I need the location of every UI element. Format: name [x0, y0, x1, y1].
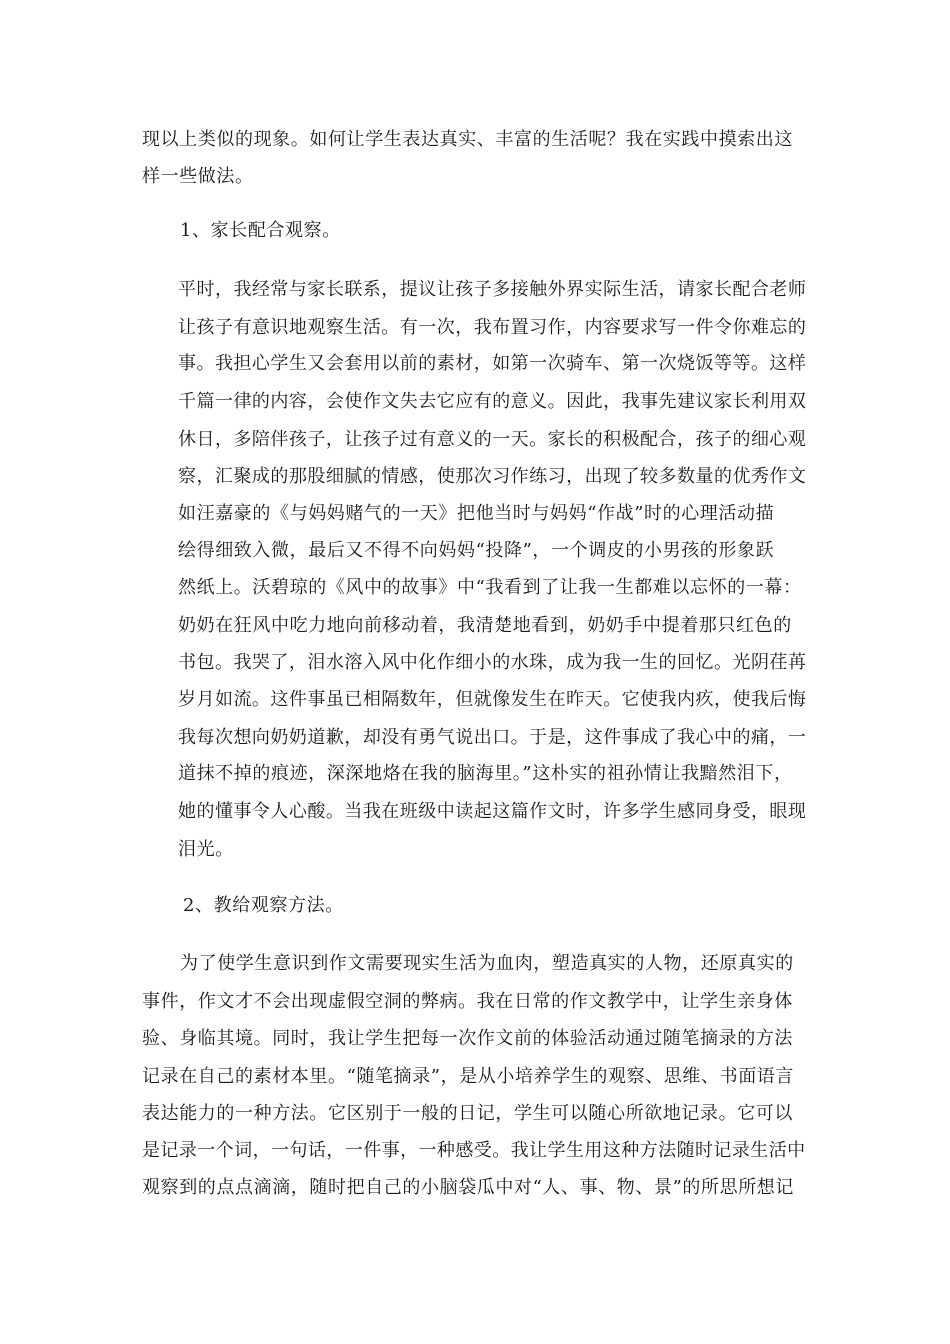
- intro-line: 现以上类似的现象。如何让学生表达真实、丰富的生活呢？我在实践中摸索出这: [142, 129, 793, 150]
- paragraph-line: 休日，多陪伴孩子，让孩子过有意义的一天。家长的积极配合，孩子的细心观: [178, 429, 807, 450]
- paragraph-line: 是记录一个词，一句话，一件事，一种感受。我让学生用这种方法随时记录生活中: [142, 1140, 806, 1161]
- paragraph-line: 奶奶在狂风中吃力地向前移动着，我清楚地看到，奶奶手中提着那只红色的: [178, 615, 792, 636]
- paragraph-line: 泪光。: [178, 839, 234, 860]
- paragraph-line: 让孩子有意识地观察生活。有一次，我布置习作，内容要求写一件令你难忘的: [178, 317, 807, 338]
- paragraph-line: 事件，作文才不会出现虚假空洞的弊病。我在日常的作文教学中，让学生亲身体: [142, 991, 793, 1012]
- paragraph-line: 记录在自己的素材本里。“随笔摘录”，是从小培养学生的观察、思维、书面语言: [142, 1066, 795, 1087]
- paragraph-line: 平时，我经常与家长联系，提议让孩子多接触外界实际生活，请家长配合老师: [178, 279, 807, 300]
- section-heading: 1、家长配合观察。: [180, 220, 341, 241]
- section-heading: 2、教给观察方法。: [183, 895, 344, 916]
- paragraph-line: 为了使学生意识到作文需要现实生活为血肉，塑造真实的人物，还原真实的: [180, 953, 794, 974]
- paragraph-line: 表达能力的一种方法。它区别于一般的日记，学生可以随心所欲地记录。它可以: [142, 1103, 793, 1124]
- paragraph-line: 绘得细致入微，最后又不得不向妈妈“投降”，一个调皮的小男孩的形象跃: [178, 540, 775, 561]
- paragraph-line: 岁月如流。这件事虽已相隔数年，但就像发生在昨天。它使我内疚，使我后悔: [178, 689, 807, 710]
- paragraph-line: 观察到的点点滴滴，随时把自己的小脑袋瓜中对“人、事、物、景”的所思所想记: [142, 1177, 795, 1198]
- paragraph-line: 验、身临其境。同时，我让学生把每一次作文前的体验活动通过随笔摘录的方法: [142, 1028, 793, 1049]
- paragraph-line: 如汪嘉豪的《与妈妈赌气的一天》把他当时与妈妈“作战”时的心理活动描: [178, 503, 775, 524]
- paragraph-line: 我每次想向奶奶道歉，却没有勇气说出口。于是，这件事成了我心中的痛，一: [178, 727, 807, 748]
- paragraph-line: 事。我担心学生又会套用以前的素材，如第一次骑车、第一次烧饭等等。这样: [178, 353, 807, 374]
- paragraph-line: 道抹不掉的痕迹，深深地烙在我的脑海里。”这朴实的祖孙情让我黯然泪下，: [178, 763, 793, 784]
- paragraph-line: 书包。我哭了，泪水溶入风中化作细小的水珠，成为我一生的回忆。光阴荏苒: [178, 652, 807, 673]
- paragraph-line: 然纸上。沃碧琼的《风中的故事》中“我看到了让我一生都难以忘怀的一幕：: [178, 577, 802, 598]
- paragraph-line: 察，汇聚成的那股细腻的情感，使那次习作练习，出现了较多数量的优秀作文: [178, 466, 807, 487]
- paragraph-line: 她的懂事令人心酸。当我在班级中读起这篇作文时，许多学生感同身受，眼现: [178, 801, 807, 822]
- intro-line: 样一些做法。: [142, 166, 254, 187]
- paragraph-line: 千篇一律的内容，会使作文失去它应有的意义。因此，我事先建议家长利用双: [178, 391, 807, 412]
